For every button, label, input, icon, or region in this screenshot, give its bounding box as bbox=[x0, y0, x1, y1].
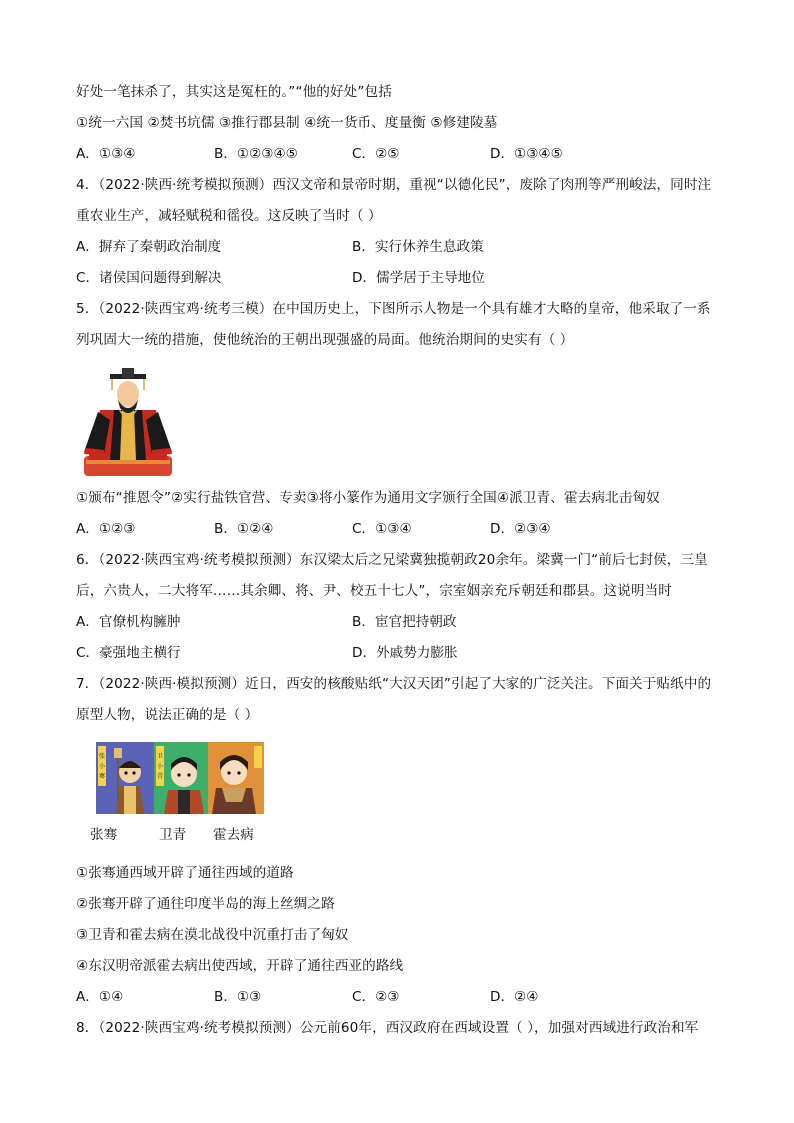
emperor-illustration bbox=[76, 360, 180, 478]
caption-zhang-qian: 张骞 bbox=[90, 827, 118, 843]
sticker-label-2-part-1: 卫 bbox=[156, 753, 164, 760]
q6-option-a[interactable]: A．官僚机构臃肿 bbox=[76, 614, 181, 630]
q6-option-b[interactable]: B．宦官把持朝政 bbox=[352, 614, 457, 630]
q4-option-a[interactable]: A．摒弃了秦朝政治制度 bbox=[76, 239, 222, 255]
q7-stem-line2: 原型人物，说法正确的是（ ） bbox=[76, 707, 259, 723]
q5-items: ①颁布“推恩令”②实行盐铁官营、专卖③将小篆作为通用文字颁行全国④派卫青、霍去病北击匈奴 bbox=[76, 490, 660, 506]
q7-option-d[interactable]: D．②④ bbox=[490, 989, 539, 1005]
q7-item-3: ③卫青和霍去病在漠北战役中沉重打击了匈奴 bbox=[76, 927, 349, 943]
q7-item-1: ①张骞通西域开辟了通往西域的道路 bbox=[76, 865, 294, 881]
q8-stem-line1: 8．（2022·陕西宝鸡·统考模拟预测）公元前60年，西汉政府在西域设置（ ），加强对西域进行政治和军 bbox=[76, 1020, 699, 1036]
q3-items: ①统一六国 ②焚书坑儒 ③推行郡县制 ④统一货币、度量衡 ⑤修建陵墓 bbox=[76, 115, 498, 131]
q3-option-b[interactable]: B．①②③④⑤ bbox=[214, 146, 298, 162]
q7-option-c[interactable]: C．②③ bbox=[352, 989, 400, 1005]
intro-line: 好处一笔抹杀了，其实这是冤枉的。”“他的好处”包括 bbox=[76, 84, 392, 100]
q6-option-d[interactable]: D．外戚势力膨胀 bbox=[352, 645, 458, 661]
q5-option-b[interactable]: B．①②④ bbox=[214, 521, 274, 537]
q4-option-b[interactable]: B．实行休养生息政策 bbox=[352, 239, 484, 255]
sticker-label-2-part-2: 小 bbox=[156, 763, 164, 770]
q5-stem-line1: 5．（2022·陕西宝鸡·统考三模）在中国历史上，下图所示人物是一个具有雄才大略的皇帝，他采取了一系 bbox=[76, 301, 711, 317]
q5-option-a[interactable]: A．①②③ bbox=[76, 521, 136, 537]
q5-stem-line2: 列巩固大一统的措施，使他统治的王朝出现强盛的局面。他统治期间的史实有（ ） bbox=[76, 332, 574, 348]
han-stickers-illustration bbox=[96, 742, 264, 814]
q4-option-c[interactable]: C．诸侯国问题得到解决 bbox=[76, 270, 222, 286]
q3-option-c[interactable]: C．②⑤ bbox=[352, 146, 400, 162]
q7-option-b[interactable]: B．①③ bbox=[214, 989, 262, 1005]
caption-huo-qubing: 霍去病 bbox=[213, 827, 254, 843]
q6-option-c[interactable]: C．豪强地主横行 bbox=[76, 645, 181, 661]
q7-item-4: ④东汉明帝派霍去病出使西域，开辟了通往西亚的路线 bbox=[76, 958, 404, 974]
q5-option-d[interactable]: D．②③④ bbox=[490, 521, 551, 537]
q4-option-d[interactable]: D．儒学居于主导地位 bbox=[352, 270, 485, 286]
q3-option-a[interactable]: A．①③④ bbox=[76, 146, 136, 162]
q7-stem-line1: 7．（2022·陕西·模拟预测）近日，西安的核酸贴纸“大汉天团”引起了大家的广泛关注。下面关于贴纸中的 bbox=[76, 676, 712, 692]
q3-option-d[interactable]: D．①③④⑤ bbox=[490, 146, 563, 162]
sticker-label-1-part-2: 小 bbox=[98, 763, 106, 770]
q5-option-c[interactable]: C．①③④ bbox=[352, 521, 412, 537]
caption-wei-qing: 卫青 bbox=[159, 827, 187, 843]
sticker-label-1-part-1: 张 bbox=[98, 753, 106, 760]
q4-stem-line1: 4．（2022·陕西·统考模拟预测）西汉文帝和景帝时期，重视“以德化民”，废除了肉刑等严刑峻法，同时注 bbox=[76, 177, 712, 193]
q7-option-a[interactable]: A．①④ bbox=[76, 989, 124, 1005]
q6-stem-line2: 后，六贵人，二大将军……其余卿、将、尹、校五十七人”，宗室姻亲充斥朝廷和郡县。这说明当时 bbox=[76, 583, 672, 599]
q6-stem-line1: 6．（2022·陕西宝鸡·统考模拟预测）东汉梁太后之兄梁冀独揽朝政20余年。梁冀一门“前后七封侯，三皇 bbox=[76, 552, 708, 568]
q4-stem-line2: 重农业生产，减轻赋税和徭役。这反映了当时（ ） bbox=[76, 208, 382, 224]
q7-item-2: ②张骞开辟了通往印度半岛的海上丝绸之路 bbox=[76, 896, 335, 912]
sticker-label-1-part-3: 骞 bbox=[98, 773, 106, 780]
sticker-label-2-part-3: 青 bbox=[156, 773, 164, 780]
